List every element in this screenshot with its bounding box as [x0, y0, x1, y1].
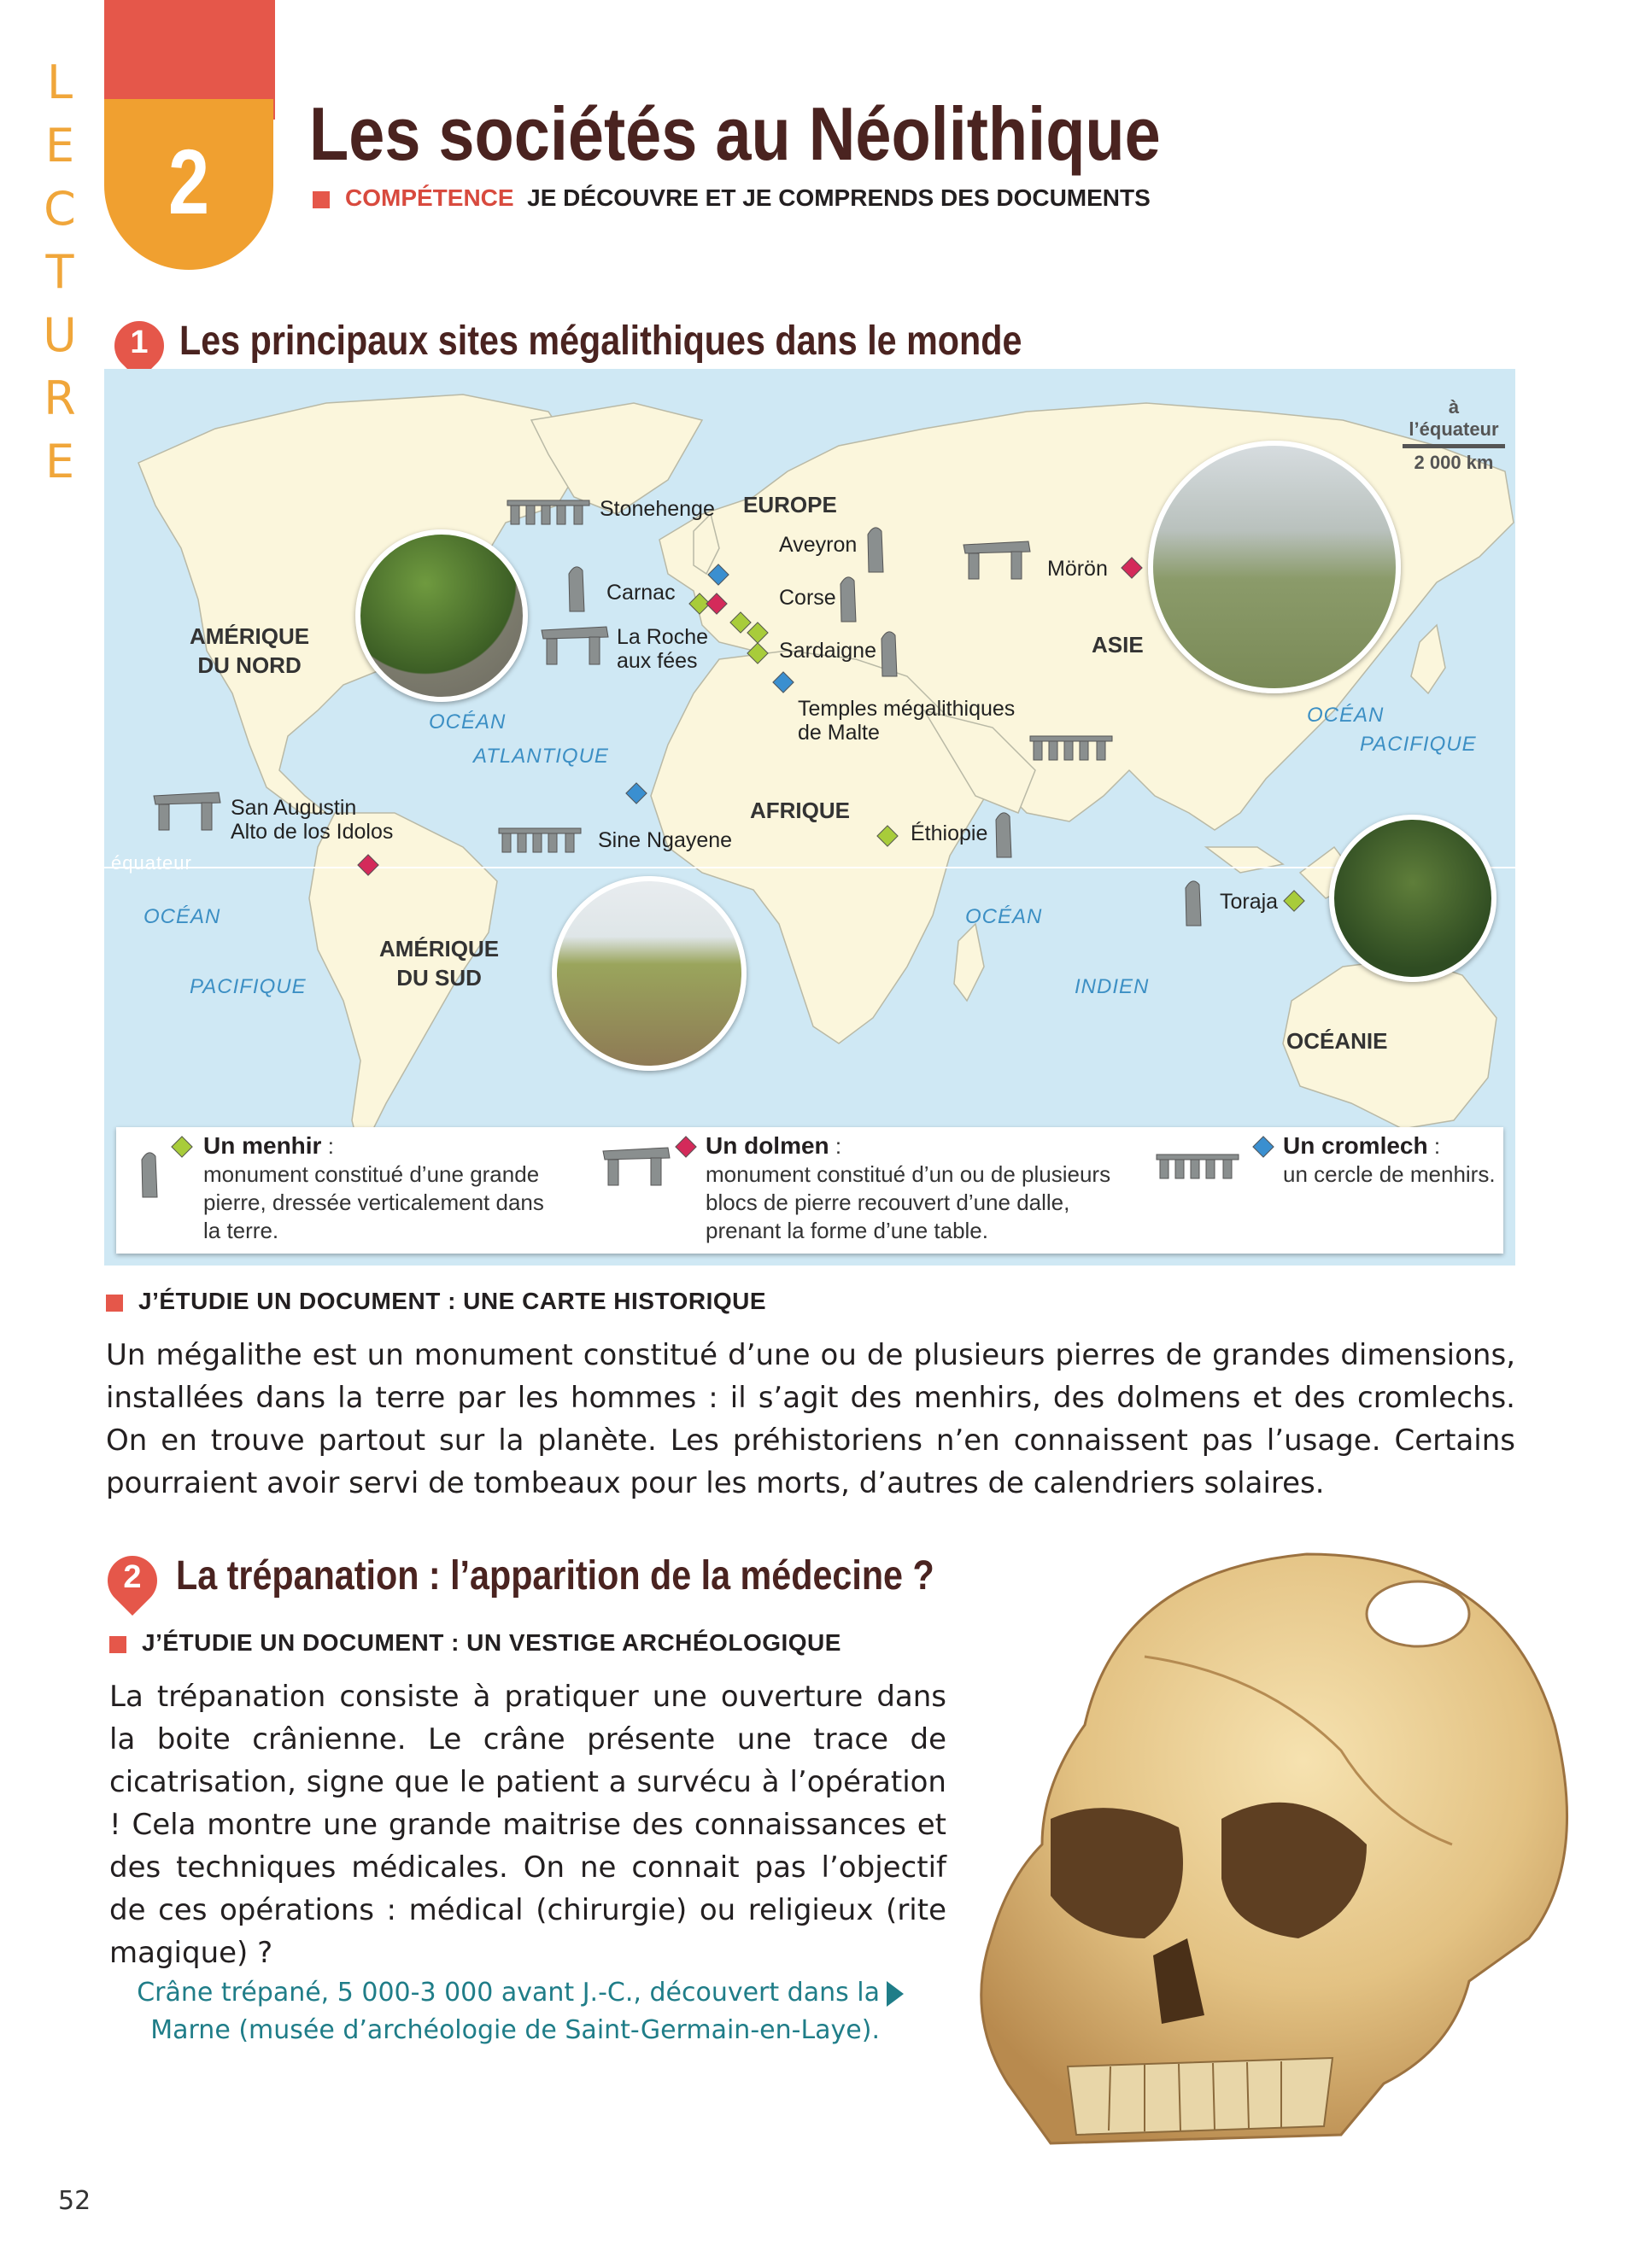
site-san-agustin: San Augustin Alto de los Idolos — [231, 796, 394, 844]
dolmen-icon — [600, 1146, 671, 1187]
photo-dolmen-north-america — [355, 529, 528, 702]
triangle-arrow-icon — [885, 1979, 905, 2008]
scale-label: à l’équateur — [1409, 396, 1499, 440]
competence-line — [313, 184, 1151, 212]
map-legend — [116, 1127, 1503, 1254]
site-stonehenge: Stonehenge — [600, 497, 715, 521]
caption-line-1: Crâne trépané, 5 000-3 000 avant J.-C., découvert dans la — [137, 1978, 880, 2008]
side-label — [43, 51, 77, 494]
square-bullet-icon — [106, 1295, 123, 1312]
doc2-number: 2 — [123, 1559, 142, 1595]
dolmen-icon — [150, 791, 222, 832]
legend-dolmen-title: Un dolmen — [706, 1132, 829, 1159]
skull-caption — [128, 1974, 880, 2049]
doc1-number: 1 — [130, 324, 149, 360]
site-carnac: Carnac — [606, 581, 676, 605]
diamond-marker-icon — [171, 1136, 192, 1157]
legend-cromlech-text: un cercle de menhirs. — [1283, 1161, 1496, 1187]
equator-label: équateur — [111, 852, 192, 874]
legend-menhir: Un menhir : monument constitué d’une grande pierre, dressée verticalement dans la terre. — [203, 1132, 562, 1245]
continent-africa: AFRIQUE — [750, 798, 850, 823]
cromlech-icon — [497, 820, 583, 854]
doc1-study-heading: J’ÉTUDIE UN DOCUMENT : UNE CARTE HISTORIQUE — [106, 1288, 766, 1315]
legend-dolmen: Un dolmen : monument constitué d’un ou de plusieurs blocs de pierre recouvert d’une dalle, prenant la forme d’une table. — [706, 1132, 1150, 1245]
trepanned-skull-image — [940, 1537, 1589, 2152]
legend-cromlech-title: Un cromlech — [1283, 1132, 1428, 1159]
continent-asia: ASIE — [1092, 632, 1144, 658]
continent-europe: EUROPE — [743, 492, 837, 517]
site-sine-ngayene: Sine Ngayene — [598, 828, 733, 852]
menhir-icon — [864, 523, 887, 574]
competence-label: COMPÉTENCE — [345, 184, 514, 211]
menhir-icon — [138, 1148, 161, 1199]
ocean-pacific-west-2: PACIFIQUE — [190, 975, 307, 998]
legend-menhir-text: monument constitué d’une grande pierre, dressée verticalement dans la terre. — [203, 1161, 544, 1243]
continent-south-america: AMÉRIQUE DU SUD — [379, 936, 500, 991]
menhir-icon — [837, 572, 859, 623]
menhir-icon — [565, 562, 588, 613]
doc1-paragraph: Un mégalithe est un monument constitué d’une ou de plusieurs pierres de grandes dimensions, installées dans la terre par les hommes : il s’agit des menhirs, des dolmens et des cromlechs. On en trouve partout sur la planète. Les préhistoriens n’en connaissent pas l’usage. Certains pourraient avoir servi de tombeaux pour les morts, d’autres de calendriers solaires. — [106, 1338, 1515, 1500]
doc2-study-heading: J’ÉTUDIE UN DOCUMENT : UN VESTIGE ARCHÉOLOGIQUE — [109, 1629, 841, 1657]
site-sardaigne: Sardaigne — [779, 639, 876, 663]
continent-oceania: OCÉANIE — [1286, 1028, 1388, 1054]
diamond-marker-icon — [1252, 1136, 1274, 1157]
ocean-pacific-west-1: OCÉAN — [144, 905, 221, 928]
menhir-icon — [1182, 876, 1204, 927]
diamond-marker-icon — [675, 1136, 696, 1157]
ocean-atlantic-2: ATLANTIQUE — [473, 745, 609, 768]
square-bullet-icon — [109, 1636, 126, 1653]
ocean-indian-2: INDIEN — [1075, 975, 1150, 998]
site-malte: Temples mégalithiques de Malte — [798, 697, 1016, 745]
legend-dolmen-text: monument constitué d’un ou de plusieurs blocs de pierre recouvert d’une dalle, prenant la forme d’une table. — [706, 1161, 1111, 1243]
site-ethiopie: Éthiopie — [911, 821, 988, 845]
side-label-letters: L E C T U R E — [43, 56, 77, 488]
page-title: Les sociétés au Néolithique — [309, 91, 1161, 176]
site-toraja: Toraja — [1220, 890, 1279, 914]
caption-line-2: Marne (musée d’archéologie de Saint-Germain-en-Laye). — [150, 2015, 880, 2045]
site-aveyron: Aveyron — [779, 533, 858, 557]
photo-toraja-menhirs — [1329, 815, 1496, 982]
site-moron: Mörön — [1047, 557, 1108, 581]
ocean-pacific-east-1: OCÉAN — [1307, 704, 1385, 727]
ocean-pacific-east-2: PACIFIQUE — [1360, 733, 1477, 756]
continent-north-america: AMÉRIQUE DU NORD — [190, 623, 310, 678]
menhir-icon — [878, 627, 900, 678]
doc2-title: La trépanation : l’apparition de la médecine ? — [176, 1553, 934, 1599]
trepanation-hole — [1367, 1581, 1469, 1646]
cromlech-icon — [1028, 728, 1114, 762]
legend-cromlech: Un cromlech : un cercle de menhirs. — [1283, 1132, 1496, 1187]
cromlech-icon — [506, 492, 591, 526]
ocean-atlantic-1: OCÉAN — [429, 710, 507, 734]
scale-bar — [1403, 396, 1505, 474]
doc2-paragraph: La trépanation consiste à pratiquer une ouverture dans la boite crânienne. Le crâne présente une trace de cicatrisation, signe que le patient a survécu à l’opération ! Cela montre une grande maitrise des connaissances et des techniques médicales. On ne connait pas l’objectif de ces opérations : médical (chirurgie) ou religieux (rite magique) ? — [109, 1680, 946, 1970]
lesson-number: 2 — [167, 130, 210, 233]
scale-line — [1403, 444, 1505, 448]
page-number: 52 — [58, 2186, 91, 2216]
menhir-icon — [993, 808, 1015, 859]
competence-text: JE DÉCOUVRE ET JE COMPRENDS DES DOCUMENTS — [527, 184, 1151, 211]
scale-value: 2 000 km — [1414, 452, 1494, 473]
dolmen-icon — [538, 625, 610, 666]
ocean-indian-1: OCÉAN — [965, 905, 1043, 928]
square-bullet-icon — [313, 191, 330, 208]
site-la-roche: La Roche aux fées — [617, 625, 709, 673]
legend-menhir-title: Un menhir — [203, 1132, 322, 1159]
site-corse: Corse — [779, 586, 836, 610]
dolmen-icon — [960, 540, 1032, 581]
photo-menhirs-moron — [1148, 441, 1401, 693]
photo-cromlech-senegal — [552, 876, 747, 1071]
doc1-title: Les principaux sites mégalithiques dans le monde — [179, 319, 1022, 364]
cromlech-icon — [1155, 1146, 1240, 1180]
